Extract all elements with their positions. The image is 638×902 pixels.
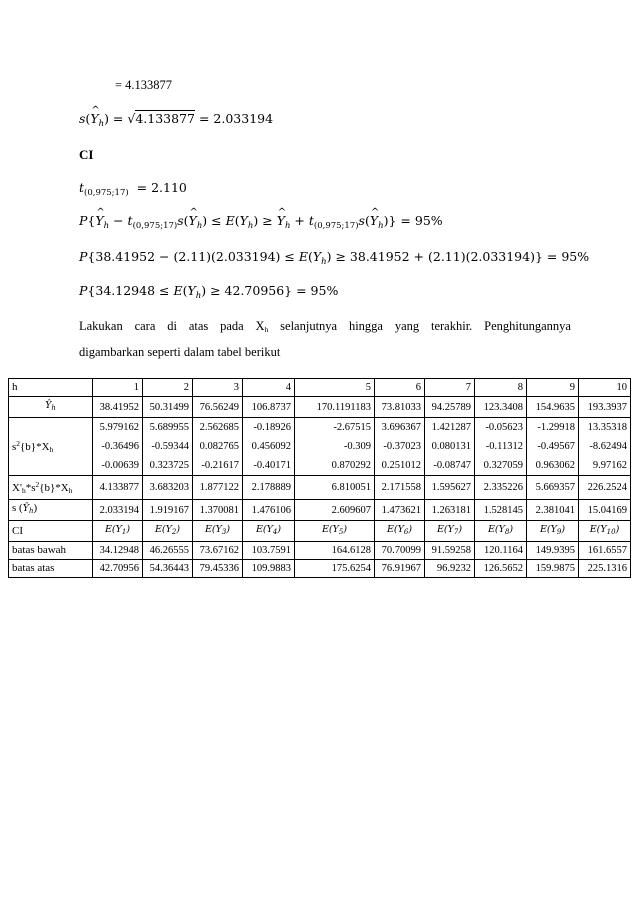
header-cell: 6: [375, 379, 425, 397]
paragraph-word: cara: [134, 319, 156, 333]
ci-heading: CI: [79, 147, 94, 162]
table-cell: 2.033194: [93, 500, 143, 521]
table-cell: 38.41952: [93, 397, 143, 418]
table-cell: 46.26555: [143, 542, 193, 560]
numeric-ci-left: {38.41952 − (2.11)(2.033194) ≤: [87, 249, 299, 264]
std-error-result: = 2.033194: [198, 111, 274, 126]
paragraph-line-2: digambarkan seperti dalam tabel berikut: [79, 345, 281, 359]
table-cell: 94.25789: [425, 397, 475, 418]
table-cell: 15.04169: [579, 500, 631, 521]
table-cell: 1.263181: [425, 500, 475, 521]
table-row-xhs2bxh: [9, 476, 631, 500]
table-cell: 1.370081: [193, 500, 243, 521]
header-cell: 10: [579, 379, 631, 397]
matrix-value: 0.963062: [535, 460, 575, 471]
matrix-value: 9.97162: [592, 460, 627, 471]
table-cell: 159.9875: [527, 560, 579, 578]
s2bxh-label: $s^2\{b\}*X_h$: [9, 418, 93, 476]
matrix-value: -0.18926: [253, 422, 291, 433]
header-cell: 1: [93, 379, 143, 397]
paragraph-word: $X_h$: [255, 319, 269, 334]
table-cell: 4.133877: [93, 476, 143, 500]
table-cell: 106.8737: [243, 397, 295, 418]
t-value: = 2.110: [136, 180, 187, 195]
ci-cell: $E(Y_6)$: [375, 521, 425, 542]
paragraph-word: pada: [220, 319, 244, 333]
header-cell: 9: [527, 379, 579, 397]
paragraph-word: hingga: [348, 319, 383, 333]
table-cell: 164.6128: [295, 542, 375, 560]
table-cell: 2.178889: [243, 476, 295, 500]
table-cell: 2.171558: [375, 476, 425, 500]
table-cell: 225.1316: [579, 560, 631, 578]
paragraph-word: atas: [188, 319, 209, 333]
table-header-row: [9, 379, 631, 397]
matrix-value: -0.37023: [383, 441, 421, 452]
table-row-std-error: [9, 500, 631, 521]
matrix-value: 13.35318: [587, 422, 627, 433]
ci-cell: $E(Y_{10})$: [579, 521, 631, 542]
table-cell: 1.595627: [425, 476, 475, 500]
table-cell: 54.36443: [143, 560, 193, 578]
table-cell: 154.9635: [527, 397, 579, 418]
matrix-value: 3.696367: [381, 422, 421, 433]
yhat-label: $Ŷ_h$: [9, 397, 93, 418]
table-cell: 1.877122: [193, 476, 243, 500]
header-cell: 3: [193, 379, 243, 397]
table-cell: 120.1164: [475, 542, 527, 560]
table-cell: 6.810051: [295, 476, 375, 500]
lower-label: batas bawah: [9, 542, 93, 560]
xhs2bxh-label: $X'_h*s^2\{b\}*X_h$: [9, 476, 93, 500]
table-cell: 34.12948: [93, 542, 143, 560]
paragraph-word: Penghitungannya: [484, 319, 571, 333]
table-cell: 226.2524: [579, 476, 631, 500]
ci-label: CI: [9, 521, 93, 542]
matrix-value: -0.49567: [537, 441, 575, 452]
matrix-value: -0.00639: [101, 460, 139, 471]
table-cell: [295, 418, 375, 476]
matrix-value: -0.08747: [433, 460, 471, 471]
general-ci-suffix: = 95%: [400, 213, 443, 228]
matrix-value: 1.421287: [431, 422, 471, 433]
table-cell: [425, 418, 475, 476]
matrix-value: -0.36496: [101, 441, 139, 452]
table-cell: [193, 418, 243, 476]
table-cell: 70.70099: [375, 542, 425, 560]
table-cell: 76.91967: [375, 560, 425, 578]
t-value-equation: $t_{(0,975;17)} = 2.110$: [79, 180, 187, 198]
table-cell: 2.609607: [295, 500, 375, 521]
table-cell: [527, 418, 579, 476]
matrix-value: 0.323725: [149, 460, 189, 471]
matrix-value: -0.21617: [201, 460, 239, 471]
ci-cell: $E(Y_3)$: [193, 521, 243, 542]
paragraph: [79, 315, 571, 364]
matrix-value: -8.62494: [589, 441, 627, 452]
header-cell: 7: [425, 379, 475, 397]
table-cell: 193.3937: [579, 397, 631, 418]
variance-equation: [115, 78, 172, 93]
table-cell: 109.9883: [243, 560, 295, 578]
table-cell: 175.6254: [295, 560, 375, 578]
table-cell: 2.381041: [527, 500, 579, 521]
matrix-value: 2.562685: [199, 422, 239, 433]
std-error-label: s $(Ŷ_h)$: [9, 500, 93, 521]
table-cell: 79.45336: [193, 560, 243, 578]
table-cell: 1.473621: [375, 500, 425, 521]
table-row-ci: [9, 521, 631, 542]
table-cell: 170.1191183: [295, 397, 375, 418]
table-row-s2bxh: [9, 418, 631, 476]
table-cell: 5.669357: [527, 476, 579, 500]
table-cell: 2.335226: [475, 476, 527, 500]
matrix-value: -0.05623: [485, 422, 523, 433]
paragraph-word: di: [167, 319, 177, 333]
table-cell: 76.56249: [193, 397, 243, 418]
table-cell: 73.81033: [375, 397, 425, 418]
matrix-value: 5.979162: [99, 422, 139, 433]
ci-cell: $E(Y_4)$: [243, 521, 295, 542]
table-cell: 149.9395: [527, 542, 579, 560]
table-cell: 103.7591: [243, 542, 295, 560]
numeric-ci-right: ≥ 38.41952 + (2.11)(2.033194)} = 95%: [331, 249, 590, 264]
table-row-lower: [9, 542, 631, 560]
table-cell: 1.919167: [143, 500, 193, 521]
table-cell: 1.528145: [475, 500, 527, 521]
table-cell: [243, 418, 295, 476]
table-cell: 161.6557: [579, 542, 631, 560]
header-cell: 4: [243, 379, 295, 397]
table-cell: 3.683203: [143, 476, 193, 500]
ci-cell: $E(Y_8)$: [475, 521, 527, 542]
table-cell: [93, 418, 143, 476]
matrix-value: 5.689955: [149, 422, 189, 433]
variance-equation-text: = 4.133877: [115, 78, 173, 92]
table-cell: 1.476106: [243, 500, 295, 521]
table-cell: 96.9232: [425, 560, 475, 578]
header-cell: 8: [475, 379, 527, 397]
table-cell: 91.59258: [425, 542, 475, 560]
table-row-yhat: [9, 397, 631, 418]
ci-cell: $E(Y_5)$: [295, 521, 375, 542]
table-cell: [579, 418, 631, 476]
ci-cell: $E(Y_9)$: [527, 521, 579, 542]
table-cell: [375, 418, 425, 476]
matrix-value: 0.080131: [431, 441, 471, 452]
matrix-value: 0.327059: [483, 460, 523, 471]
matrix-value: 0.456092: [251, 441, 291, 452]
results-table: [8, 378, 631, 578]
std-error-equation: s(^ $Y_h) = √4.133877 = 2.033194$: [79, 111, 273, 129]
table-cell: 42.70956: [93, 560, 143, 578]
paragraph-word: yang: [394, 319, 420, 333]
matrix-value: -0.309: [343, 441, 371, 452]
header-cell: 5: [295, 379, 375, 397]
table-row-upper: [9, 560, 631, 578]
sqrt-value: 4.133877: [135, 111, 195, 126]
upper-label: batas atas: [9, 560, 93, 578]
ci-cell: $E(Y_7)$: [425, 521, 475, 542]
paragraph-line-1: [79, 315, 571, 341]
table-cell: [143, 418, 193, 476]
matrix-value: -0.11312: [485, 441, 523, 452]
matrix-value: -1.29918: [537, 422, 575, 433]
paragraph-word: selanjutnya: [280, 319, 338, 333]
matrix-value: -2.67515: [333, 422, 371, 433]
header-cell: 2: [143, 379, 193, 397]
table-cell: 73.67162: [193, 542, 243, 560]
result-ci-right: ≥ 42.70956} = 95%: [206, 283, 339, 298]
general-ci-equation: P{^ $Y_h$ − $t_{(0,975;17)}s(\^{}$ $Y_h) \le E(Y_h)$ ≥ ^ $Y_h$ + $t_{(0,975;17)}s(\^{}$ $Y_h)\} = 95\%$: [79, 213, 443, 231]
ci-cell: $E(Y_2)$: [143, 521, 193, 542]
header-label: h: [9, 379, 93, 397]
result-ci-left: {34.12948 ≤: [87, 283, 174, 298]
matrix-value: 0.082765: [199, 441, 239, 452]
paragraph-word: Lakukan: [79, 319, 123, 333]
table-cell: 50.31499: [143, 397, 193, 418]
matrix-value: 0.251012: [381, 460, 421, 471]
table-cell: 123.3408: [475, 397, 527, 418]
numeric-ci-equation: $P\{38.41952 - (2.11)(2.033194) \le E(Y_h) \ge 38.41952 + (2.11)(2.033194)\} = 95\%$: [79, 249, 590, 267]
table-cell: [475, 418, 527, 476]
t-subscript: (0,975;17): [84, 188, 129, 198]
paragraph-word: terakhir.: [430, 319, 473, 333]
matrix-value: -0.40171: [253, 460, 291, 471]
table-cell: 126.5652: [475, 560, 527, 578]
result-ci-equation: $P\{34.12948 \le E(Y_h) \ge 42.70956\} = 95\%$: [79, 283, 339, 301]
ci-cell: $E(Y_1)$: [93, 521, 143, 542]
matrix-value: -0.59344: [151, 441, 189, 452]
matrix-value: 0.870292: [331, 460, 371, 471]
